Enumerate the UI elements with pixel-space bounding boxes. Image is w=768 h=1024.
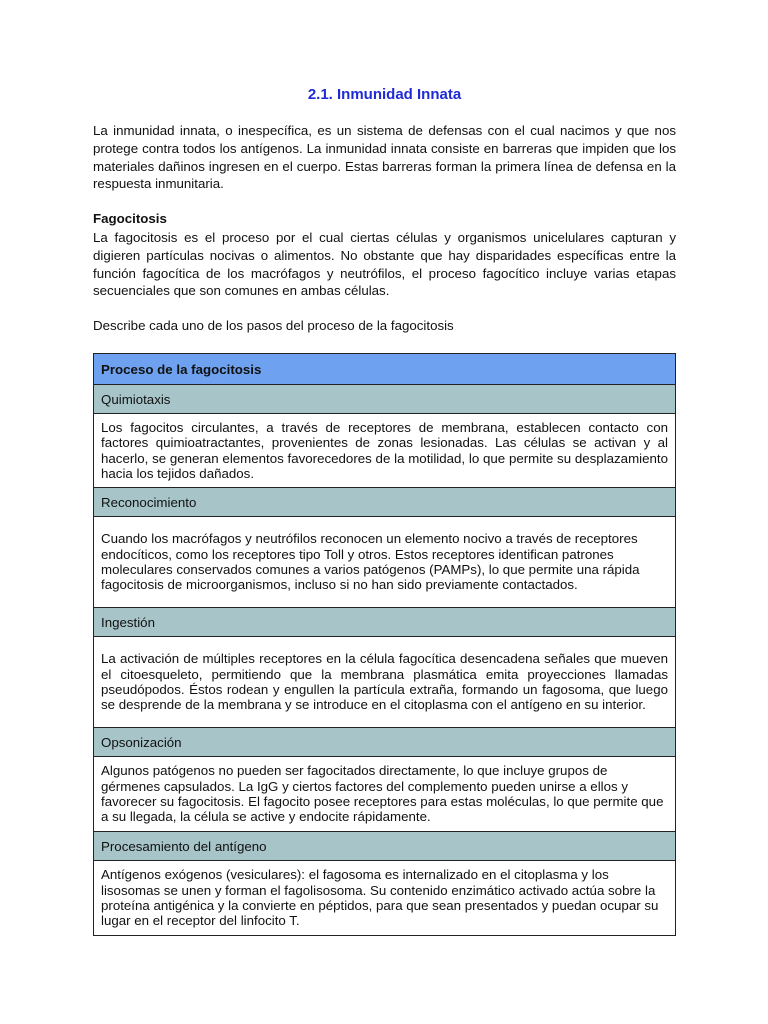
table-header: Proceso de la fagocitosis <box>94 354 676 385</box>
intro-paragraph: La inmunidad innata, o inespecífica, es un sistema de defensas con el cual nacimos y que nos protege contra todos los antígenos. La inmunidad innata consiste en barreras que impiden que los materiales dañinos ingresen en el cuerpo. Estas barreras forman la primera línea de defensa en la respuesta inmunitaria. <box>93 123 676 192</box>
table-row <box>94 385 676 414</box>
table-row <box>94 637 676 728</box>
step-name: Procesamiento del antígeno <box>94 832 676 861</box>
step-description: Cuando los macrófagos y neutrófilos reconocen un elemento nocivo a través de receptores endocíticos, como los receptores tipo Toll y otros. Estos receptores identifican patrones moleculares conservados comunes a varios patógenos (PAMPs), lo que permite una rápida fagocitosis de microorganismos, incluso si no han sido previamente contactados. <box>94 517 676 608</box>
table-row <box>94 414 676 488</box>
step-name: Reconocimiento <box>94 488 676 517</box>
fagocitosis-heading: Fagocitosis <box>93 211 167 226</box>
fagocitosis-paragraph: La fagocitosis es el proceso por el cual ciertas células y organismos unicelulares capturan y digieren partículas nocivas o alimentos. No obstante que hay disparidades específicas entre la función fagocítica de los macrófagos y neutrófilos, el proceso fagocítico incluye varias etapas secuenciales que son comunes en ambas células. <box>93 230 676 299</box>
step-description: Los fagocitos circulantes, a través de receptores de membrana, establecen contacto con factores quimioatractantes, provenientes de zonas lesionadas. Las células se activan y al hacerlo, se generan elementos favorecedores de la motilidad, lo que permite su desplazamiento hacia los tejidos dañados. <box>94 414 676 488</box>
table-row <box>94 488 676 517</box>
table-row <box>94 517 676 608</box>
instruction-text: Describe cada uno de los pasos del proceso de la fagocitosis <box>93 318 454 333</box>
section-title: 2.1. Inmunidad Innata <box>307 86 462 103</box>
step-description: Antígenos exógenos (vesiculares): el fagosoma es internalizado en el citoplasma y los lisosomas se unen y forman el fagolisosoma. Su contenido enzimático activado actúa sobre la proteína antigénica y la convierte en péptidos, para que sean presentados y puedan ocupar su lugar en el receptor del linfocito T. <box>94 861 676 936</box>
table-header-row <box>94 354 676 385</box>
phagocytosis-table <box>93 353 676 936</box>
step-description: Algunos patógenos no pueden ser fagocitados directamente, lo que incluye grupos de gérmenes capsulados. La IgG y ciertos factores del complemento pueden unirse a ellos y favorecer su fagocitosis. El fagocito posee receptores para estas moléculas, lo que permite que a su llegada, la célula se active y endocite rápidamente. <box>94 757 676 832</box>
step-name: Ingestión <box>94 608 676 637</box>
table-row <box>94 728 676 757</box>
table-row <box>94 757 676 832</box>
step-description: La activación de múltiples receptores en la célula fagocítica desencadena señales que mueven el citoesqueleto, permitiendo que la membrana plasmática emita proyecciones llamadas pseudópodos. Éstos rodean y engullen la partícula extraña, formando un fagosoma, que luego se desprende de la membrana y se introduce en el citoplasma con el antígeno en su interior. <box>94 637 676 728</box>
table-row <box>94 832 676 861</box>
table-row <box>94 861 676 936</box>
step-name: Quimiotaxis <box>94 385 676 414</box>
table-row <box>94 608 676 637</box>
step-name: Opsonización <box>94 728 676 757</box>
